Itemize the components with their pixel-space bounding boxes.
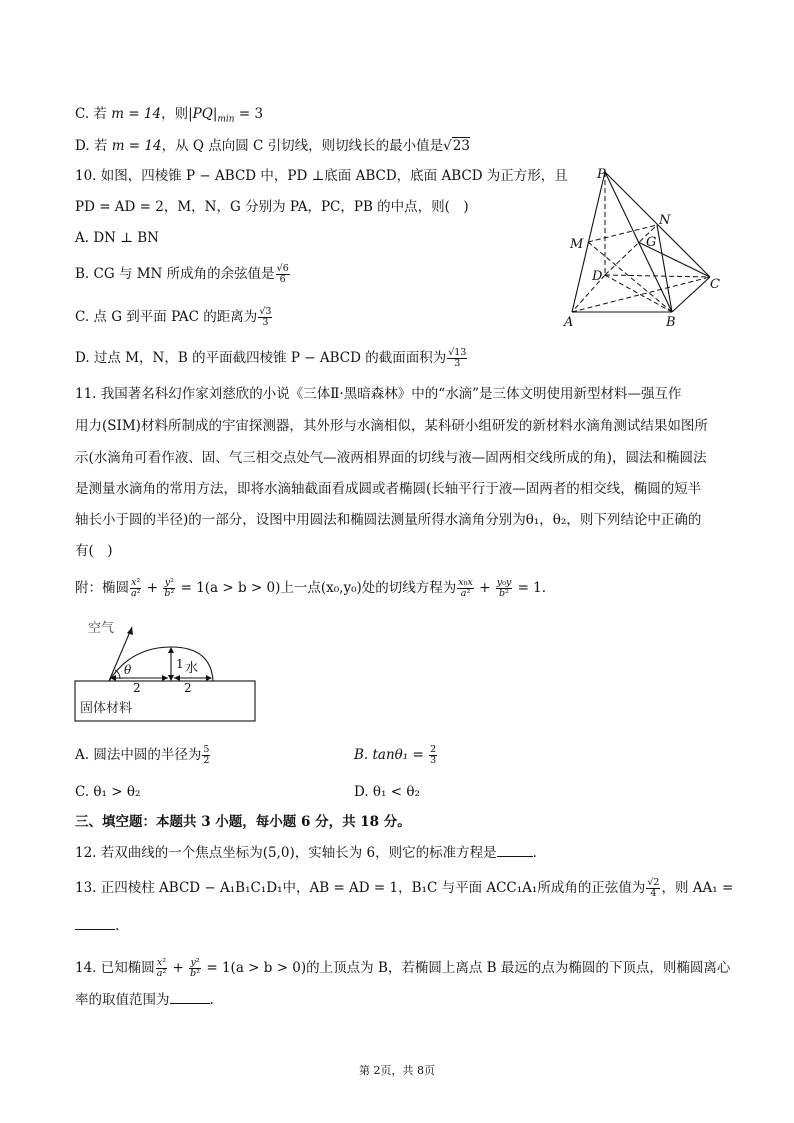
q11-stem-line2: 用力(SIM)材料所制成的宇宙探测器，其外形与水滴相似，某科研小组研发的新材料水滴角测试结果如图所 [75, 418, 708, 434]
label-p: P [597, 167, 606, 182]
q11-stem-line4: 是测量水滴角的常用方法，即将水滴轴截面看成圆或者椭圆(长轴平行于液—固两者的相交线，椭圆的短半 [75, 481, 702, 497]
q10-option-b: B. CG 与 MN 所成角的余弦值是 $\frac{√6}{6}$ [75, 263, 289, 285]
label-a: A [564, 315, 574, 330]
pyramid-figure [560, 162, 730, 334]
solid-label: 固体材料 [80, 701, 133, 716]
q11-stem-line6: 有( ) [75, 543, 113, 559]
q10-option-d: D. 过点 M，N，B 的平面截四棱锥 P − ABCD 的截面面积为 $\frac{√13}{3}$ [75, 347, 467, 369]
q13-answer-line: . [75, 916, 119, 936]
label-n: N [659, 213, 671, 228]
q9-option-d: D. 若 m = 14，从 Q 点向圆 C 引切线，则切线长的最小值是√23 [75, 138, 470, 154]
label-g: G [646, 235, 657, 250]
label-c: C [710, 277, 720, 292]
q11-note: 附：椭圆 $\frac{\text{x²}}{\text{a²}}$ + $\frac{\text{y²}}{\text{b²}}$ = 1(a > b > 0)上一点(x₀,y₀)处的切线方程为 $\frac{\text{x₀x}}{\text{a²}}$ + $\frac{\text{y₀y}}{\text{b²}}$ = 1. [75, 577, 547, 599]
q10-stem-line2: PD = AD = 2，M，N，G 分别为 PA，PC，PB 的中点，则( ) [75, 199, 469, 215]
page-footer: 第 2页，共 8页 [359, 1064, 435, 1077]
air-label: 空气 [88, 621, 115, 636]
half-width-left-label: 2 [133, 681, 141, 695]
label-d: D [592, 269, 603, 284]
half-width-right-label: 2 [184, 681, 192, 695]
label-m: M [570, 237, 584, 252]
q14-text-line2: 率的取值范围为 . [75, 992, 214, 1008]
q9-option-c: C. 若 m = 14，则$|PQ|_{min} = 3$ [75, 106, 264, 125]
q11-option-c: C. θ₁ > θ₂ [75, 784, 141, 800]
q10-option-c: C. 点 G 到平面 PAC 的距离为 $\frac{√3}{3}$ [75, 306, 272, 328]
q12-text: 12. 若双曲线的一个焦点坐标为(5,0)，实轴长为 6，则它的标准方程是 . [75, 845, 537, 861]
q10-stem-line1: 10. 如图，四棱锥 P − ABCD 中，PD ⊥底面 ABCD，底面 ABCD 为正方形，且 [75, 168, 568, 184]
water-label: 水 [185, 661, 199, 676]
q14-text-line1: 14. 已知椭圆 $\frac{\text{x²}}{\text{a²}}$ + $\frac{\text{y²}}{\text{b²}}$ = 1(a > b > 0)的上顶点为 B，若椭圆上离点 B 最远的点为椭圆的下顶点，则椭圆离心 [75, 957, 731, 979]
q11-stem-line5: 轴长小于圆的半径)的一部分，设图中用圆法和椭圆法测量所得水滴角分别为θ₁，θ₂，则下列结论中正确的 [75, 512, 702, 528]
theta-label: θ [124, 663, 132, 677]
water-drop-figure [72, 612, 262, 724]
label-b: B [666, 315, 676, 330]
q11-stem-line1: 11. 我国著名科幻作家刘慈欣的小说《三体Ⅱ·黑暗森林》中的“水滴”是三体文明使用新型材料—强互作 [75, 386, 682, 402]
q13-text: 13. 正四棱柱 ABCD − A₁B₁C₁D₁中，AB = AD = 1，B₁C 与平面 ACC₁A₁所成角的正弦值为 $\frac{√2}{4}$ ，则 AA₁ = [75, 877, 734, 899]
q11-stem-line3: 示(水滴角可看作液、固、气三相交点处气—液两相界面的切线与液—固两相交线所成的角)，圆法和椭圆法 [75, 450, 707, 466]
q10-option-a: A. DN ⊥ BN [75, 230, 159, 246]
q11-option-b: B. tanθ₁ = $\frac{2}{3}$ [354, 744, 437, 766]
section-heading: 三、填空题：本题共 3 小题，每小题 6 分，共 18 分。 [75, 814, 411, 830]
q11-option-a: A. 圆法中圆的半径为 $\frac{5}{2}$ [75, 744, 210, 766]
q11-option-d: D. θ₁ < θ₂ [354, 784, 420, 800]
height-label: 1 [176, 657, 184, 671]
